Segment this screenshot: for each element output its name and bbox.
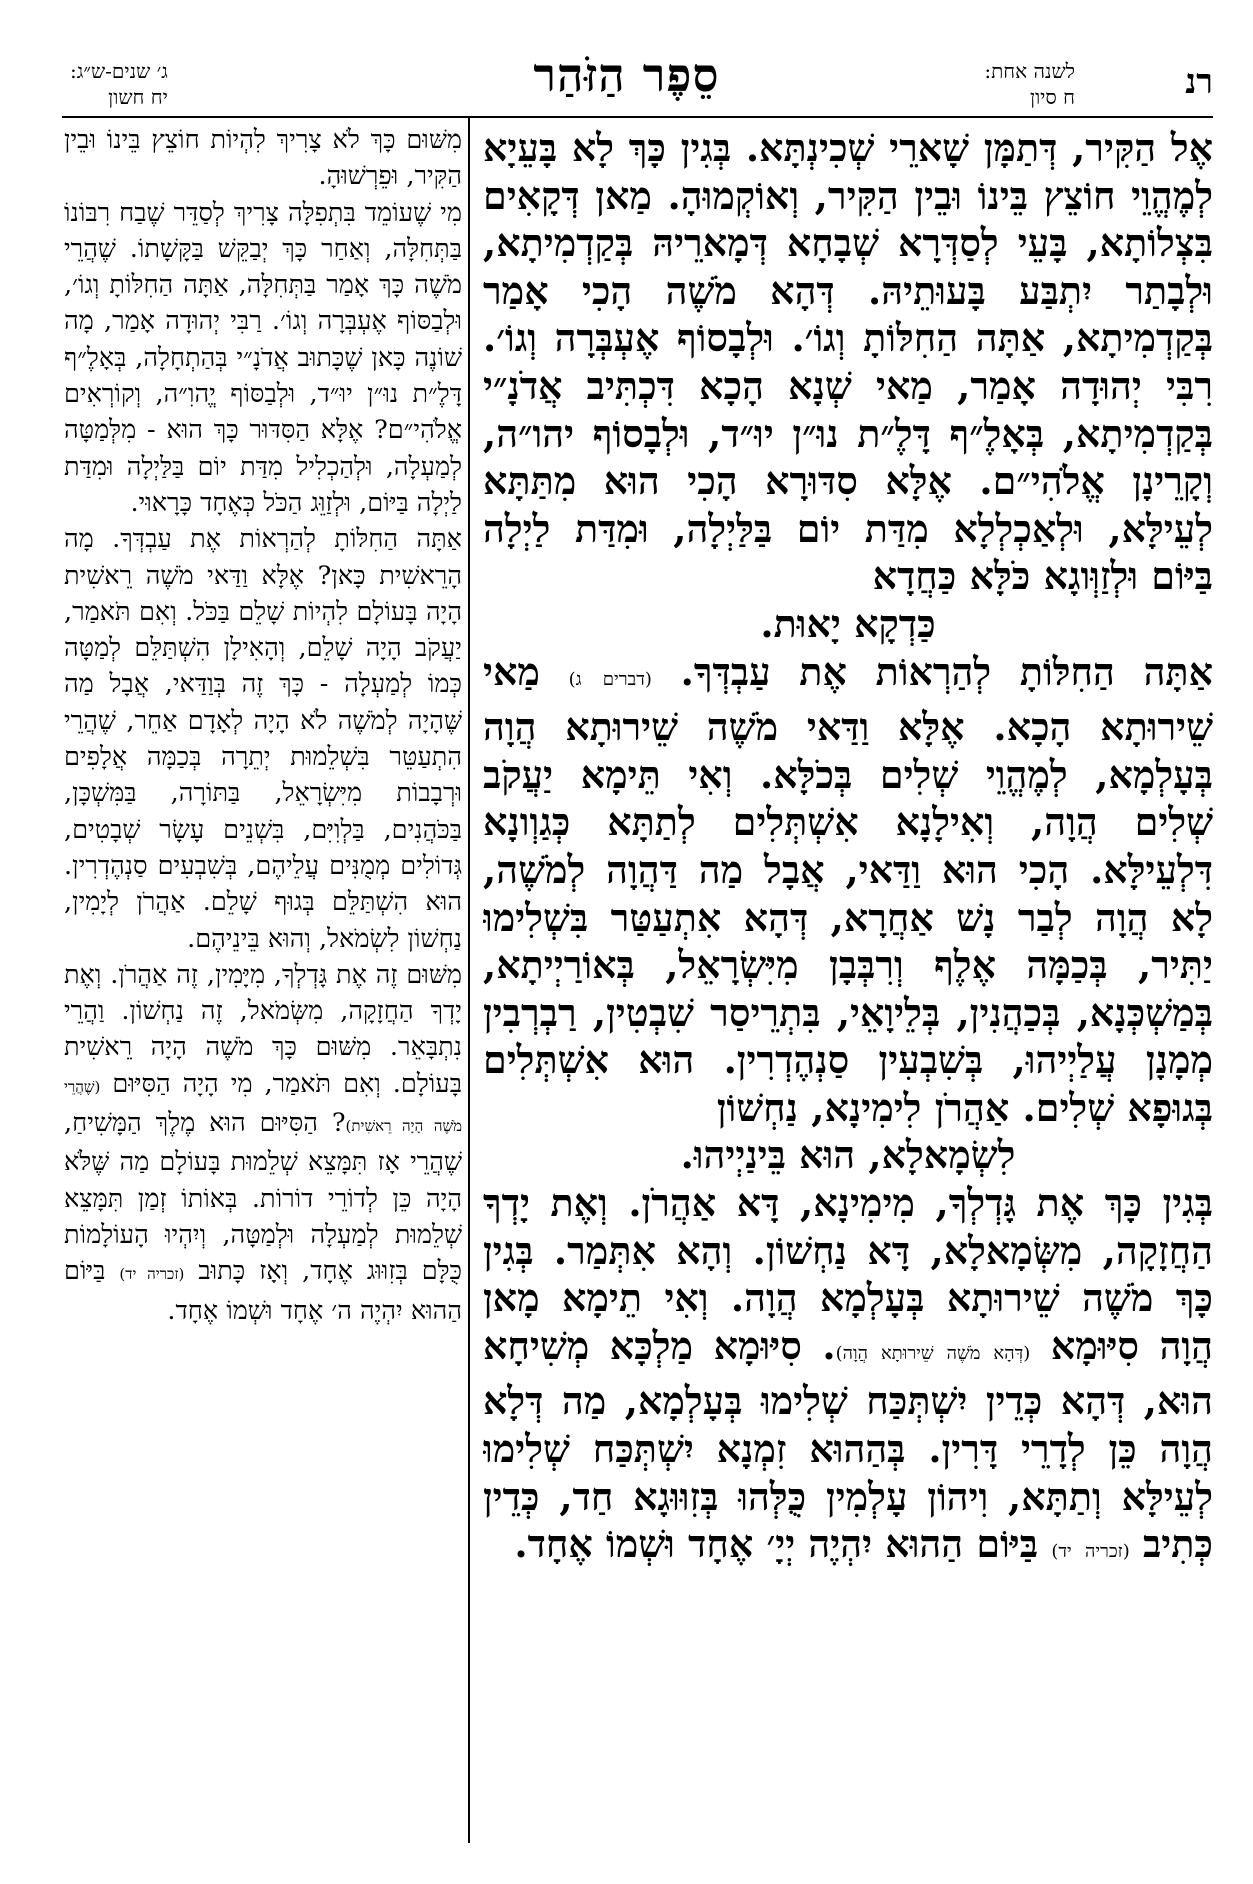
source-reference: (זכריה (1084, 1541, 1130, 1563)
main-paragraph: בְּגִין כָּךְ אֶת גָּדְלְךָ, מִימִינָא, דָּא אַהֲרֹן. וְאֶת יָדְךָ הַחֲזָקָה, מִשְּׂמָאלָא, דָּא נַחְשׁוֹן. וְהָא אִתְּמַר. בְּגִין כָּךְ מֹשֶׁה שֵׁירוּתָא בְּעָלְמָא הֲוָה. וְאִי תֵימָא מָאן הֲוָה סִיּוּמָא (דְּהָא מֹשֶׁה שֵׁירוּתָא הֲוָה). סִיּוּמָא מַלְכָּא מְשִׁיחָא הוּא, דְּהָא כְּדֵין יִשְׁתְּכַּח שְׁלִימוּ בְּעָלְמָא, מַה דְּלָא הֲוָה כֵּן לְדָרֵי דָּרִין. בְּהַהוּא זִמְנָא יִשְׁתְּכַּח שְׁלִימוּ לְעֵילָּא וְתַתָּא, וִיהוֹן עָלְמִין כֻּלְּהוּ בְּזִוּוּגָא חַד, כְּדֵין כְּתִיב (זכריה יד) בַּיּוֹם הַהוּא יִהְיֶה יְיָ׳ אֶחָד וּשְׁמוֹ אֶחָד. (483, 1180, 1213, 1567)
schedule-line: ח סיון (1029, 85, 1075, 109)
verse-quote: אַתָּה הַחִלּוֹתָ לְהַרְאוֹת אֶת עַבְדְּךָ. (680, 648, 1213, 694)
verse-quote: בַּיּוֹם הַהוּא יִהְיֶה ה׳ אֶחָד וּשְׁמוֹ אֶחָד. (64, 1256, 462, 1326)
main-paragraph: אַתָּה הַחִלּוֹתָ לְהַרְאוֹת אֶת עַבְדְּךָ. (דברים ג) מַאי שֵׁירוּתָא הָכָא. אֶלָּא וַדַּאי מֹשֶׁה שֵׁירוּתָא הֲוָה בְּעָלְמָא, לְמֶהֱוֵי שְׁלִים בְּכֹלָּא. וְאִי תֵּימָא יַעֲקֹב שְׁלִים הֲוָה, וְאִילָנָא אִשְׁתְּלִים לְתַתָּא כְּגַוְונָא דִּלְעֵילָּא. הָכִי הוּא וַדַּאי, אֲבָל מַה דַּהֲוָה לְמֹשֶׁה, לָא הֲוָה לְבַר נָשׁ אַחֲרָא, דְּהָא אִתְעַטַּר בִּשְׁלִימוּ יַתִּיר, בְּכַמָּה אֶלֶף וְרִבְּבָן מִיִּשְׂרָאֵל, בְּאוֹרַיְיתָא, בְּמַשְׁכְּנָא, בְּכַהֲנִין, בְּלֵיוָאֵי, בִּתְרֵיסַר שִׁבְטִין, רַבְרְבִין מְמָנָן עֲלַיְיהוּ, בְּשִׁבְעִין סַנְהֶדְרִין. הוּא אִשְׁתְּלִים בְּגוּפָא שְׁלִים. אַהֲרֹן לִימִינָא, נַחְשׁוֹן (483, 648, 1213, 1130)
main-paragraph: אֶל הַקִּיר, דְּתַמָּן שָׁארֵי שְׁכִינְתָּא. בְּגִין כָּךְ לָא בָּעֵיָא לְמֶהֱוֵי חוֹצֵץ בֵּינוֹ וּבֵין הַקִּיר, וְאוֹקְמוּהָ. מַאן דְּקָאִים בִּצְלוֹתָא, בָּעֵי לְסַדְּרָא שְׁבָחָא דְּמָארֵיהּ בְּקַדְמִיתָא, וּלְבָתַר יִתְבַּע בָּעוּתֵיהּ. דְּהָא מֹשֶׁה הָכִי אָמַר בְּקַדְמִיתָא, אַתָּה הַחִלּוֹתָ וְגוֹ׳. וּלְבָסוֹף אֶעְבְּרָה וְגוֹ׳. רִבִּי יְהוּדָה אָמַר, מַאי שְׁנָא הָכָא דִּכְתִּיב אֲדֹנָ״י בְּקַדְמִיתָא, בְּאָלֶ״ף דָּלֶ״ת נוּ״ן יוּ״ד, וּלְבָסוֹף יהו״ה, וְקָרֵינָן אֱלֹהִי״ם. אֶלָּא סִדּוּרָא הָכִי הוּא מִתַּתָּא לְעֵילָּא, וּלְאַכְלְלָא מִדַּת יוֹם בַּלַּיְלָה, וּמִדַּת לַיְלָה בַּיּוֹם וּלְזַוְּוגָא כֹּלָּא כַּחֲדָא (483, 125, 1213, 599)
side-paragraph: מִשּׁוּם זֶה אֶת גָּדְלְךָ, מִיָּמִין, זֶה אַהֲרֹן. וְאֶת יָדְךָ הַחֲזָקָה, מִשְּׂמֹאל, זֶה נַחְשׁוֹן. וַהֲרֵי נִתְבָּאֵר. מִשּׁוּם כָּךְ מֹשֶׁה הָיָה רֵאשִׁית בָּעוֹלָם. וְאִם תֹּאמַר, מִי הָיָה הַסִּיּוּם (שֶׁהֲרֵי מֹשֶׁה הָיָה רֵאשִׁית)? הַסִּיּוּם הוּא מֶלֶךְ הַמָּשִׁיחַ, שֶׁהֲרֵי אָז תִּמָּצֵא שְׁלֵמוּת בָּעוֹלָם מַה שֶּׁלֹּא הָיָה כֵּן לְדוֹרֵי דוֹרוֹת. בְּאוֹתוֹ זְמַן תִּמָּצֵא שְׁלֵמוּת לְמַעְלָה וּלְמַטָּה, וְיִהְיוּ הָעוֹלָמוֹת כֻּלָּם בְּזִוּוּג אֶחָד, וְאָז כָּתוּב (זכריה יד) בַּיּוֹם הַהוּא יִהְיֶה ה׳ אֶחָד וּשְׁמוֹ אֶחָד. (64, 959, 462, 1326)
schedule-line: לשנה אחת: (984, 59, 1075, 83)
study-schedule-left (70, 58, 168, 110)
aramaic-main-column (483, 124, 1213, 1839)
hebrew-translation-column (64, 122, 462, 1842)
page-number: רנ (1185, 62, 1213, 102)
source-reference: (שֶׁהֲרֵי מֹשֶׁה הָיָה רֵאשִׁית) (64, 1077, 462, 1136)
book-title: סֵפֶר הַזֹּהַר (533, 48, 720, 102)
source-reference: (דברים ג) (568, 668, 652, 690)
schedule-line: יח חשון (108, 85, 168, 109)
side-paragraph: אַתָּה הַחִלּוֹתָ לְהַרְאוֹת אֶת עַבְדְּךָ. מָה הָרֵאשִׁית כָּאן? אֶלָּא וַדַּאי מֹשֶׁה רֵאשִׁית הָיָה בָּעוֹלָם לִהְיוֹת שָׁלֵם בַּכֹּל. וְאִם תֹּאמַר, יַעֲקֹב הָיָה שָׁלֵם, וְהָאִילָן הִשְׁתַּלֵּם לְמַטָּה כְּמוֹ לְמַעְלָה - כָּךְ זֶה בְּוַדַּאי, אֲבָל מַה שֶּׁהָיָה לְמֹשֶׁה לֹא הָיָה לְאָדָם אַחֵר, שֶׁהֲרֵי הִתְעַטֵּר בִּשְׁלֵמוּת יְתֵרָה בְּכַמָּה אֲלָפִים וּרְבָבוֹת מִיִּשְׂרָאֵל, בַּתּוֹרָה, בַּמִּשְׁכָּן, בַּכֹּהֲנִים, בַּלְוִיִּם, בִּשְׁנֵים עָשָׂר שְׁבָטִים, גְּדוֹלִים מְמֻנִּים עֲלֵיהֶם, בְּשִׁבְעִים סַנְהֶדְרִין. הוּא הִשְׁתַּלֵּם בְּגוּף שָׁלֵם. אַהֲרֹן לְיָמִין, נַחְשׁוֹן לִשְׂמֹאל, וְהוּא בֵּינֵיהֶם. (64, 524, 462, 954)
side-paragraph: מִי שֶׁעוֹמֵד בִּתְפִלָּה צָרִיךְ לְסַדֵּר שֶׁבַח רִבּוֹנוֹ בַּתְּחִלָּה, וְאַחַר כָּךְ יְבַקֵּשׁ בַּקָּשָׁתוֹ. שֶׁהֲרֵי מֹשֶׁה כָּךְ אָמַר בַּתְּחִלָּה, אַתָּה הַחִלּוֹתָ וְגוֹ׳, וּלְבַסּוֹף אֶעְבְּרָה וְגוֹ׳. רַבִּי יְהוּדָה אָמַר, מָה שׁוֹנֶה כָּאן שֶׁכָּתוּב אֲדֹנָ״י בְּהַתְחָלָה, בְּאָלֶ״ף דָּלֶ״ת נוּ״ן יוּ״ד, וּלְבַסּוֹף יֱהוִ״ה, וְקוֹרְאִים אֱלֹהִי״ם? אֶלָּא הַסִּדּוּר כָּךְ הוּא - מִלְּמַטָּה לְמַעְלָה, וּלְהַכְלִיל מִדַּת יוֹם בַּלַּיְלָה וּמִדַּת לַיְלָה בַּיּוֹם, וּלְזַוֵּג הַכֹּל כְּאֶחָד כָּרָאוּי. (64, 197, 462, 518)
main-paragraph-end: כַּדְקָא יָאוּת. (760, 600, 936, 646)
header-rule (62, 116, 1213, 118)
source-reference: (דְּהָא מֹשֶׁה שֵׁירוּתָא הֲוָה) (835, 1342, 1031, 1364)
verse-quote: בַּיּוֹם הַהוּא יִהְיֶה יְיָ׳ אֶחָד וּשְׁמוֹ אֶחָד. (514, 1521, 1039, 1567)
source-reference: יד) (1051, 1541, 1072, 1563)
schedule-line: ג׳ שנים-ש״ג: (70, 59, 168, 83)
main-paragraph-end: לִשְׂמָאלָא, הוּא בֵּינַיְיהוּ. (680, 1132, 1016, 1178)
side-paragraph: מִשּׁוּם כָּךְ לֹא צָרִיךְ לִהְיוֹת חוֹצֵץ בֵּינוֹ וּבֵין הַקִּיר, וּפֵרְשׁוּהָ. (64, 125, 462, 192)
column-divider (468, 116, 470, 1843)
source-reference: (זכריה יד) (119, 1265, 185, 1284)
